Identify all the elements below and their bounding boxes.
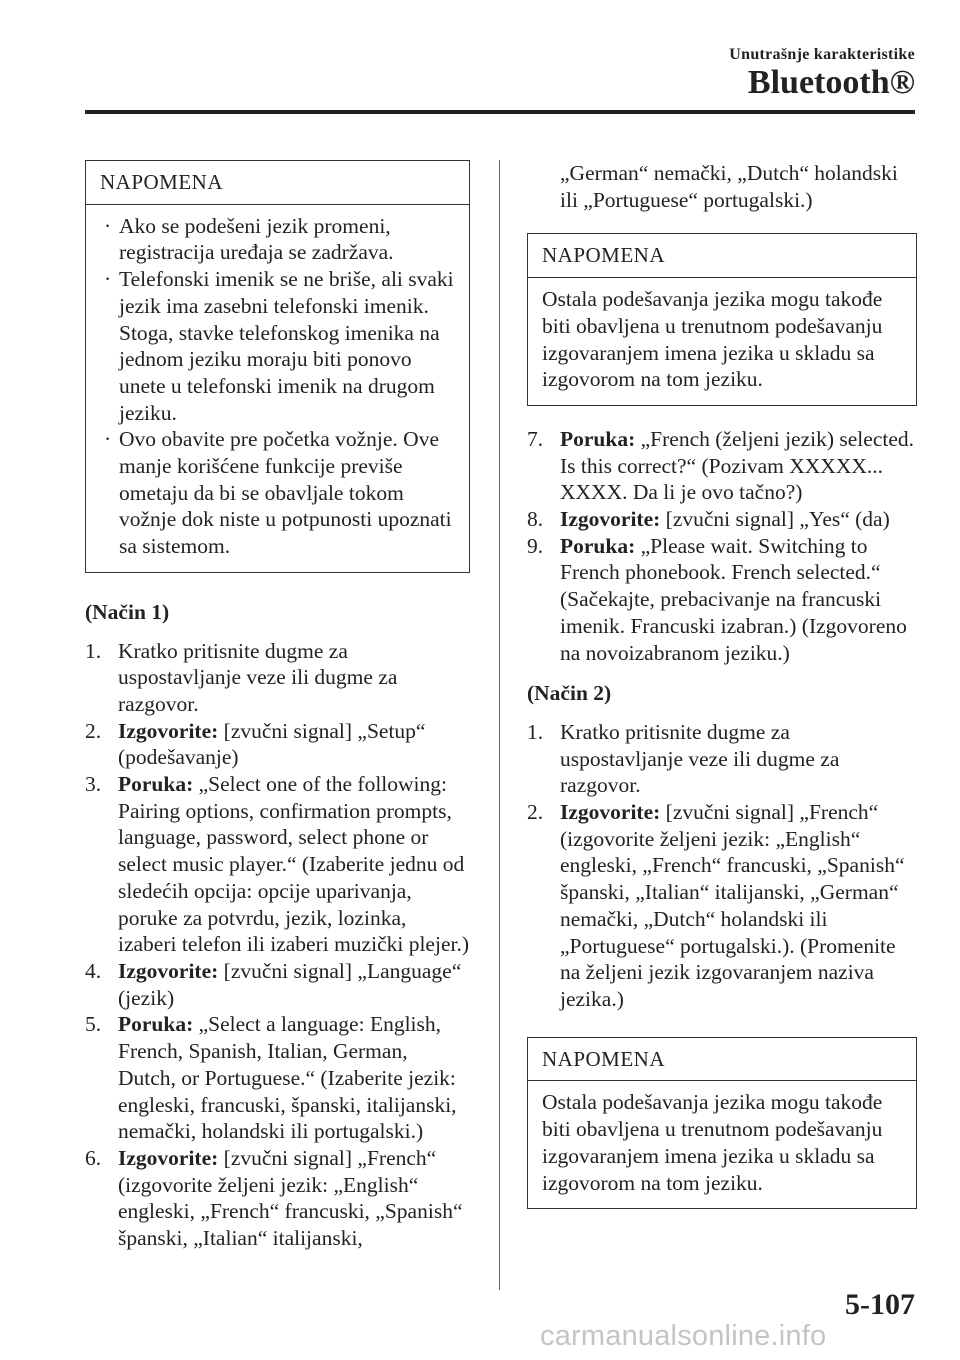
- step-text: Kratko pritisnite dugme za uspostavljanje veze ili dugme za razgovor.: [560, 719, 840, 798]
- step-text: Kratko pritisnite dugme za uspostavljanje veze ili dugme za razgovor.: [118, 638, 398, 716]
- step-label: Izgovorite:: [118, 958, 219, 983]
- step-label: Izgovorite:: [118, 718, 219, 743]
- right-column: [527, 160, 917, 1209]
- step-text: [zvučni signal] „French“ (izgovorite željeni jezik: „English“ engleski, „French“ francuski, „Spanish“ španski, „Italian“ italijanski,: [118, 1145, 463, 1251]
- step-text: [zvučni signal] „Setup“ (podešavanje): [118, 718, 426, 770]
- step-text: [zvučni signal] „Yes“ (da): [660, 507, 890, 532]
- step-number: 2.: [527, 800, 544, 825]
- note-title: NAPOMENA: [528, 1038, 916, 1082]
- step-item: [85, 718, 470, 771]
- step-item: [85, 1011, 470, 1145]
- step-item: [527, 799, 917, 1013]
- page-title: Bluetooth®: [747, 64, 915, 101]
- step-number: 1.: [527, 719, 544, 744]
- step-label: Izgovorite:: [560, 507, 661, 532]
- step-item: [85, 1145, 470, 1252]
- note-bullet: · Telefonski imenik se ne briše, ali svaki jezik ima zasebni telefonski imenik. Stoga, stavke telefonskog imenika na jednom jeziku moraju biti ponovo unete u telefonski imenik na drugom jeziku.: [100, 266, 457, 426]
- step-label: Izgovorite:: [560, 800, 661, 825]
- step-number: 2.: [85, 718, 102, 743]
- step-label: Poruka:: [560, 426, 636, 451]
- note-bullet: · Ovo obavite pre početka vožnje. Ove manje korišćene funkcije previše ometaju da bi se obavljale tokom vožnje dok niste u potpunosti upoznati sa sistemom.: [100, 426, 457, 560]
- step-item: [527, 506, 917, 533]
- step-number: 1.: [85, 638, 102, 663]
- note-title: NAPOMENA: [528, 234, 916, 278]
- step-number: 3.: [85, 772, 102, 797]
- column-divider: [499, 160, 500, 1290]
- note-body: [86, 205, 469, 572]
- step-text: [zvučni signal] „Language“ (jezik): [118, 958, 462, 1010]
- note-title: NAPOMENA: [86, 161, 469, 205]
- note-body: Ostala podešavanja jezika mogu takođe biti obavljena u trenutnom podešavanju izgovaranjem imena jezika u skladu sa izgovorom na tom jeziku.: [542, 287, 883, 392]
- step-text: „Select a language: English, French, Spanish, Italian, German, Dutch, or Portuguese.“ (Izaberite jezik: engleski, francuski, španski, italijanski, nemački, holandski ili portugalski.): [118, 1012, 457, 1144]
- note-box: [527, 233, 917, 406]
- note-body: Ostala podešavanja jezika mogu takođe biti obavljena u trenutnom podešavanju izgovaranjem imena jezika u skladu sa izgovorom na tom jeziku.: [542, 1090, 883, 1195]
- header-rule: [85, 110, 915, 114]
- step-item: [85, 958, 470, 1011]
- step-number: 4.: [85, 958, 102, 983]
- note-bullet: · Ako se podešeni jezik promeni, registracija uređaja se zadržava.: [100, 213, 457, 266]
- page-number: 5-107: [845, 1288, 915, 1321]
- step-text: „French (željeni jezik) selected. Is this correct?“ (Pozivam XXXXX... XXXX. Da li je ovo tačno?): [560, 426, 915, 505]
- note-box: [85, 160, 470, 573]
- left-column: [85, 160, 470, 1252]
- step-number: 8.: [527, 507, 544, 532]
- step-item: [85, 638, 470, 718]
- step-item: [527, 533, 917, 667]
- step-item: [527, 719, 917, 799]
- step-number: 5.: [85, 1012, 102, 1037]
- step-number: 9.: [527, 533, 544, 558]
- step-label: Izgovorite:: [118, 1145, 219, 1170]
- step-item: [527, 426, 917, 506]
- step-number: 6.: [85, 1145, 102, 1170]
- step-continuation: „German“ nemački, „Dutch“ holandski ili „Portuguese“ portugalski.): [560, 161, 898, 212]
- section-label: Unutrašnje karakteristike: [729, 46, 915, 63]
- method-heading: (Način 1): [85, 599, 170, 624]
- step-label: Poruka:: [118, 1012, 194, 1037]
- step-text: „Select one of the following: Pairing options, confirmation prompts, language, password, select phone or select music player.“ (Izaberite jednu od sledećih opcija: opcije uparivanja, poruke za potvrdu, jezik, lozinka, izaberi telefon ili izaberi muzički plejer.): [118, 772, 470, 957]
- method-heading: (Način 2): [527, 681, 612, 706]
- step-label: Poruka:: [118, 772, 194, 797]
- step-item: [85, 771, 470, 958]
- watermark: carmanualsonline.info: [540, 1320, 827, 1352]
- step-text: [zvučni signal] „French“ (izgovorite željeni jezik: „English“ engleski, „French“ francuski, „Spanish“ španski, „Italian“ italijanski, „German“ nemački, „Dutch“ holandski ili „Portuguese“ portugalski.). (Promenite na željeni jezik izgovaranjem naziva jezika.): [560, 800, 905, 1011]
- step-text: „Please wait. Switching to French phonebook. French selected.“ (Sačekajte, prebacivanje na francuski imenik. Francuski izabran.) (Izgovoreno na novoizabranom jeziku.): [560, 533, 907, 665]
- note-box: [527, 1037, 917, 1210]
- step-label: Poruka:: [560, 533, 636, 558]
- step-number: 7.: [527, 426, 544, 451]
